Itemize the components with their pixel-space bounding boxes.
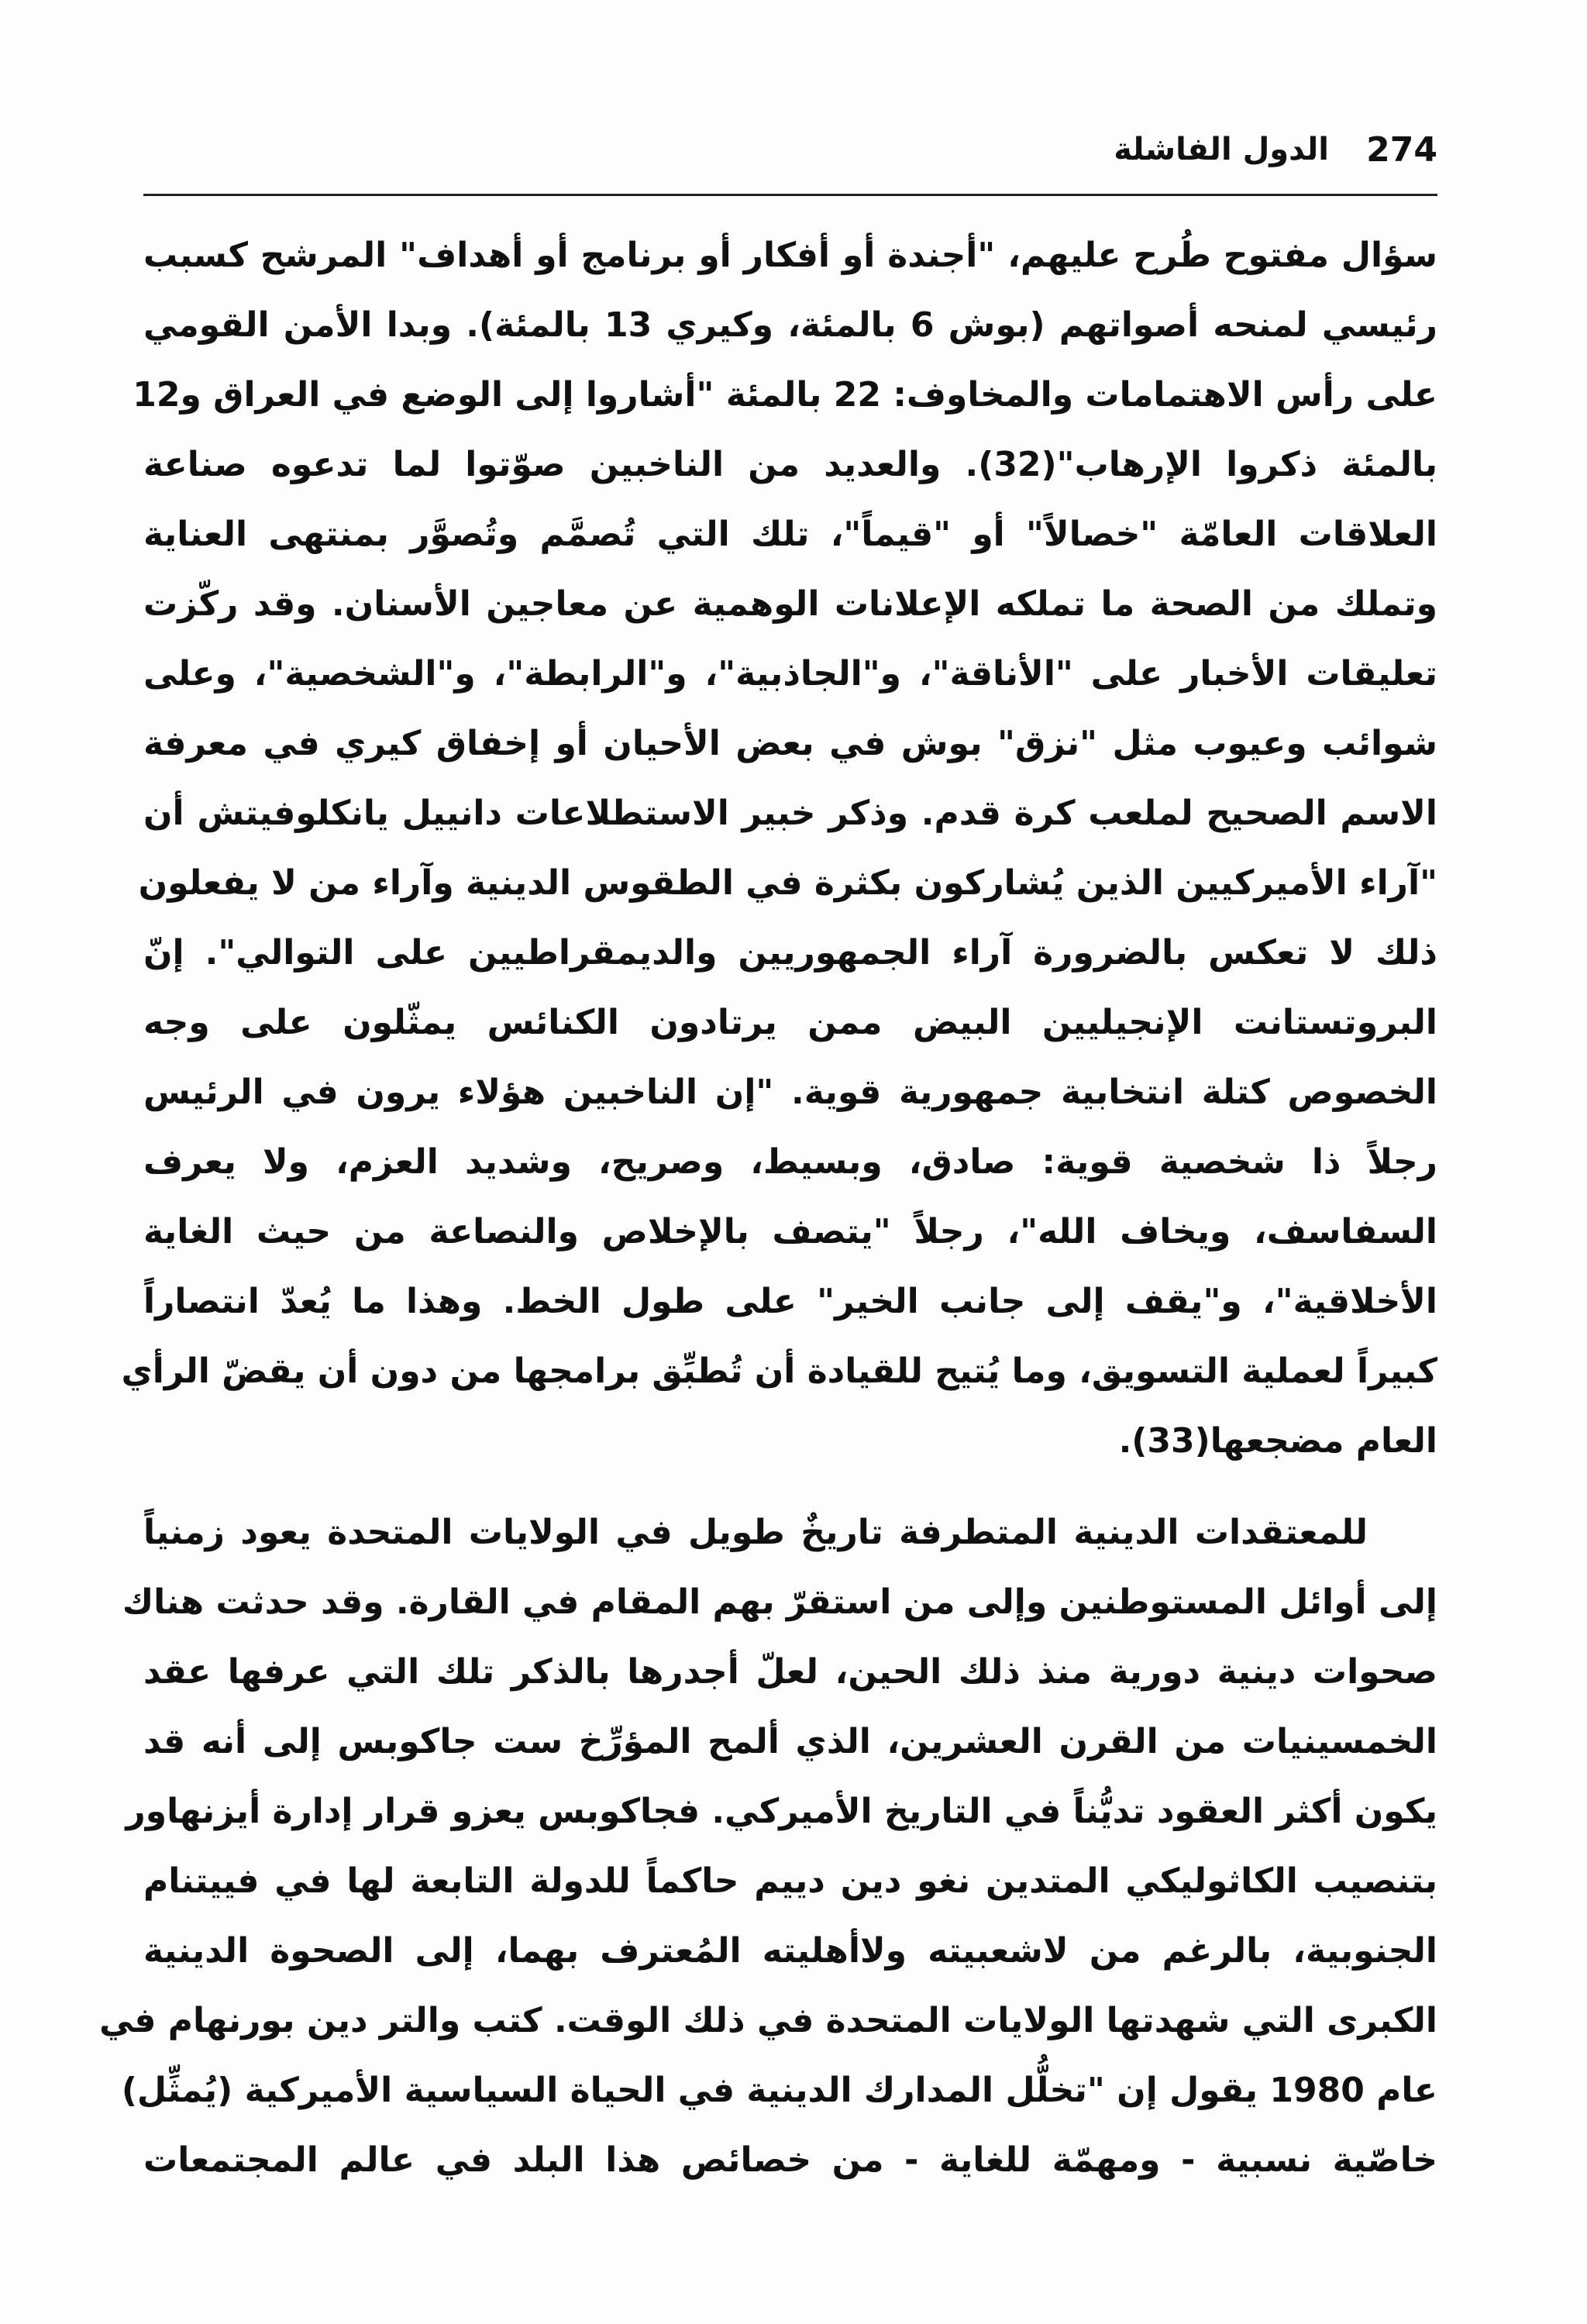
- text-line: يكون أكثر العقود تديُّناً في التاريخ الأميركي. فجاكوبس يعزو قرار إدارة أيزنهاور: [126, 1792, 1437, 1831]
- text-line: الأخلاقية"، و"يقف إلى جانب الخير" على طول الخط. وهذا ما يُعدّ انتصاراً: [143, 1282, 1437, 1321]
- text-line: البروتستانت الإنجيليين البيض ممن يرتادون الكنائس يمثّلون على وجه: [143, 1003, 1437, 1042]
- text-line: على رأس الاهتمامات والمخاوف: 22 بالمئة "أشاروا إلى الوضع في العراق و12: [133, 375, 1437, 415]
- paragraph-spacing: [143, 1476, 1437, 1498]
- text-line: بتنصيب الكاثوليكي المتدين نغو دين دييم حاكماً للدولة التابعة لها في فييتنام: [143, 1861, 1437, 1901]
- text-line: "آراء الأميركيين الذين يُشاركون بكثرة في الطقوس الدينية وآراء من لا يفعلون: [138, 863, 1437, 903]
- text-line: العلاقات العامّة "خصالاً" أو "قيماً"، تلك التي تُصمَّم وتُصوَّر بمنتهى العناية: [143, 515, 1437, 554]
- running-title: الدول الفاشلة: [1114, 132, 1329, 167]
- paragraph-1: [121, 221, 1437, 1476]
- body-text: [99, 221, 1437, 2195]
- header-divider: [143, 194, 1437, 196]
- page-number: 274: [1366, 130, 1437, 170]
- text-line: رجلاً ذا شخصية قوية: صادق، وبسيط، وصريح، وشديد العزم، ولا يعرف: [143, 1142, 1437, 1182]
- text-line: عام 1980 يقول إن "تخلُّل المدارك الدينية في الحياة السياسية الأميركية (يُمثِّل): [121, 2071, 1437, 2110]
- text-line: الاسم الصحيح لملعب كرة قدم. وذكر خبير الاستطلاعات دانييل يانكلوفيتش أن: [143, 794, 1437, 833]
- text-line: وتملك من الصحة ما تملكه الإعلانات الوهمية عن معاجين الأسنان. وقد ركّزت: [143, 584, 1437, 624]
- text-line: رئيسي لمنحه أصواتهم (بوش 6 بالمئة، وكيري 13 بالمئة). وبدا الأمن القومي: [143, 305, 1437, 345]
- text-line: الكبرى التي شهدتها الولايات المتحدة في ذلك الوقت. كتب والتر دين بورنهام في: [99, 2001, 1437, 2040]
- text-line: السفاسف، ويخاف الله"، رجلاً "يتصف بالإخلاص والنصاعة من حيث الغاية: [143, 1212, 1437, 1252]
- paragraph-2: [99, 1498, 1437, 2195]
- text-line: للمعتقدات الدينية المتطرفة تاريخٌ طويل في الولايات المتحدة يعود زمنياً: [143, 1513, 1368, 1552]
- text-line: تعليقات الأخبار على "الأناقة"، و"الجاذبية"، و"الرابطة"، و"الشخصية"، وعلى: [143, 654, 1437, 694]
- text-line: صحوات دينية دورية منذ ذلك الحين، لعلّ أجدرها بالذكر تلك التي عرفها عقد: [143, 1652, 1437, 1692]
- text-line: سؤال مفتوح طُرح عليهم، "أجندة أو أفكار أو برنامج أو أهداف" المرشح كسبب: [143, 236, 1437, 275]
- text-line: الخمسينيات من القرن العشرين، الذي ألمح المؤرِّخ ست جاكوبس إلى أنه قد: [143, 1722, 1437, 1761]
- text-line: الخصوص كتلة انتخابية جمهورية قوية. "إن الناخبين هؤلاء يرون في الرئيس: [143, 1072, 1437, 1112]
- text-line: ذلك لا تعكس بالضرورة آراء الجمهوريين والديمقراطيين على التوالي". إنّ: [143, 933, 1437, 973]
- text-line: بالمئة ذكروا الإرهاب"(32). والعديد من الناخبين صوّتوا لما تدعوه صناعة: [143, 445, 1437, 484]
- text-line: خاصّية نسبية - ومهمّة للغاية - من خصائص هذا البلد في عالم المجتمعات: [143, 2140, 1437, 2180]
- text-line: الجنوبية، بالرغم من لاشعبيته ولاأهليته المُعترف بهما، إلى الصحوة الدينية: [143, 1931, 1437, 1971]
- text-line: كبيراً لعملية التسويق، وما يُتيح للقيادة أن تُطبِّق برامجها من دون أن يقضّ الرأي: [121, 1351, 1437, 1391]
- text-line: العام مضجعها(33).: [1118, 1421, 1437, 1461]
- text-line: شوائب وعيوب مثل "نزق" بوش في بعض الأحيان أو إخفاق كيري في معرفة: [143, 724, 1437, 763]
- text-line: إلى أوائل المستوطنين وإلى من استقرّ بهم المقام في القارة. وقد حدثت هناك: [122, 1582, 1437, 1622]
- page-header: [143, 124, 1437, 178]
